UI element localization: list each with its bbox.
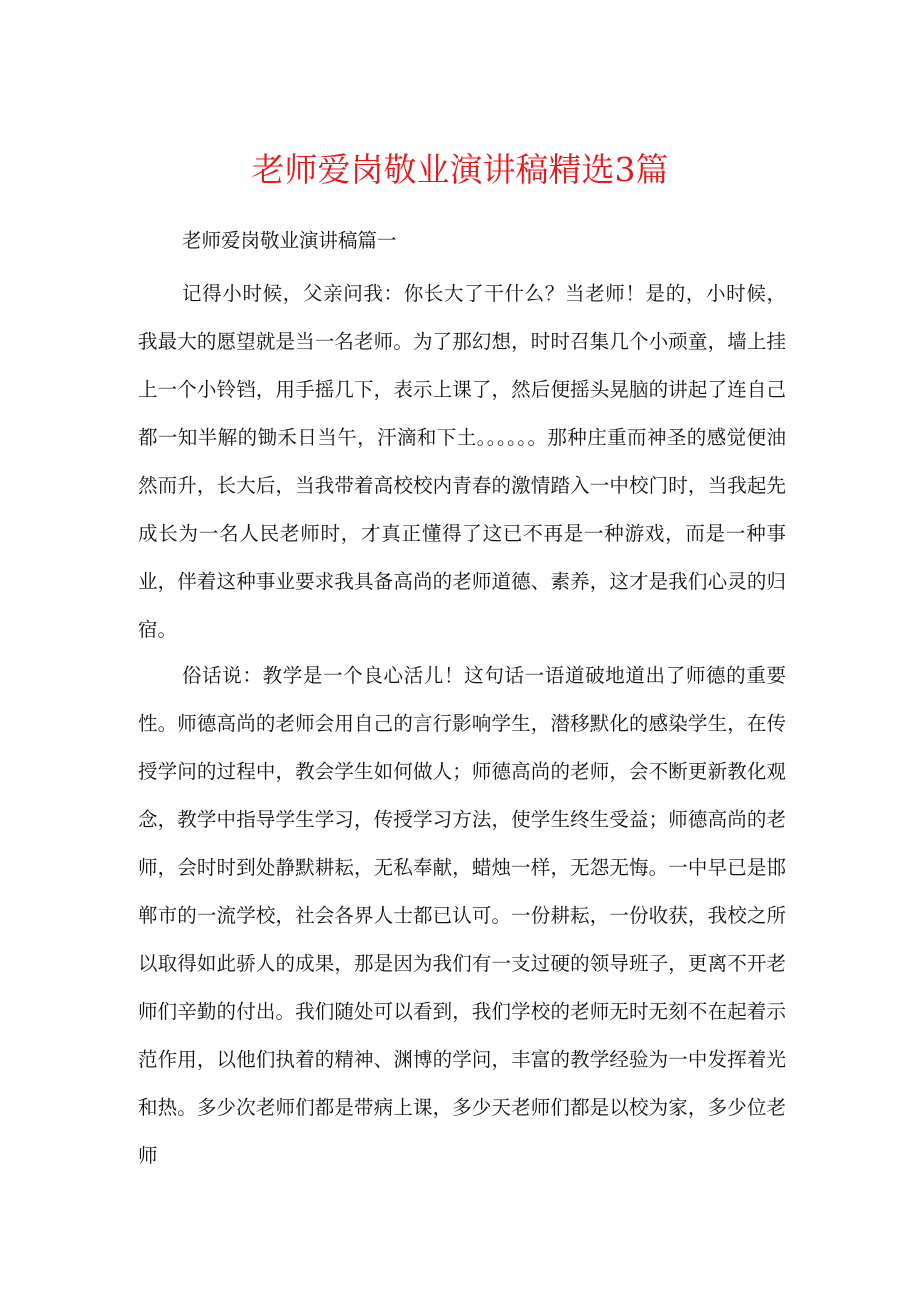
paragraph-2: 俗话说：教学是一个良心活儿！这句话一语道破地道出了师德的重要性。师德高尚的老师会用自己的言行影响学生，潜移默化的感染学生，在传授学问的过程中，教会学生如何做人；师德高尚的老师，会不断更新教化观念，教学中指导学生学习，传授学习方法，使学生终生受益；师德高尚的老师，会时时到处静默耕耘，无私奉献，蜡烛一样，无怨无悔。一中早已是邯郸市的一流学校，社会各界人士都已认可。一份耕耘，一份收获，我校之所以取得如此骄人的成果，那是因为我们有一支过硬的领导班子，更离不开老师们辛勤的付出。我们随处可以看到，我们学校的老师无时无刻不在起着示范作用，以他们执着的精神、渊博的学问，丰富的教学经验为一中发挥着光和热。多少次老师们都是带病上课，多少天老师们都是以校为家，多少位老师 [138,664,786,1167]
paragraph-1: 记得小时候，父亲问我：你长大了干什么？当老师！是的，小时候，我最大的愿望就是当一名老师。为了那幻想，时时召集几个小顽童，墙上挂上一个小铃铛，用手摇几下，表示上课了，然后便摇头晃脑的讲起了连自己都一知半解的锄禾日当午，汗滴和下土。。。。。。那种庄重而神圣的感觉便油然而升，长大后，当我带着高校校内青春的激情踏入一中校门时，当我起先成长为一名人民老师时，才真正懂得了这已不再是一种游戏，而是一种事业，伴着这种事业要求我具备高尚的老师道德、素养，这才是我们心灵的归宿。 [138,282,786,641]
document-title: 老师爱岗敬业演讲稿精选3篇 [251,150,669,189]
section-heading: 老师爱岗敬业演讲稿篇一 [182,229,397,252]
